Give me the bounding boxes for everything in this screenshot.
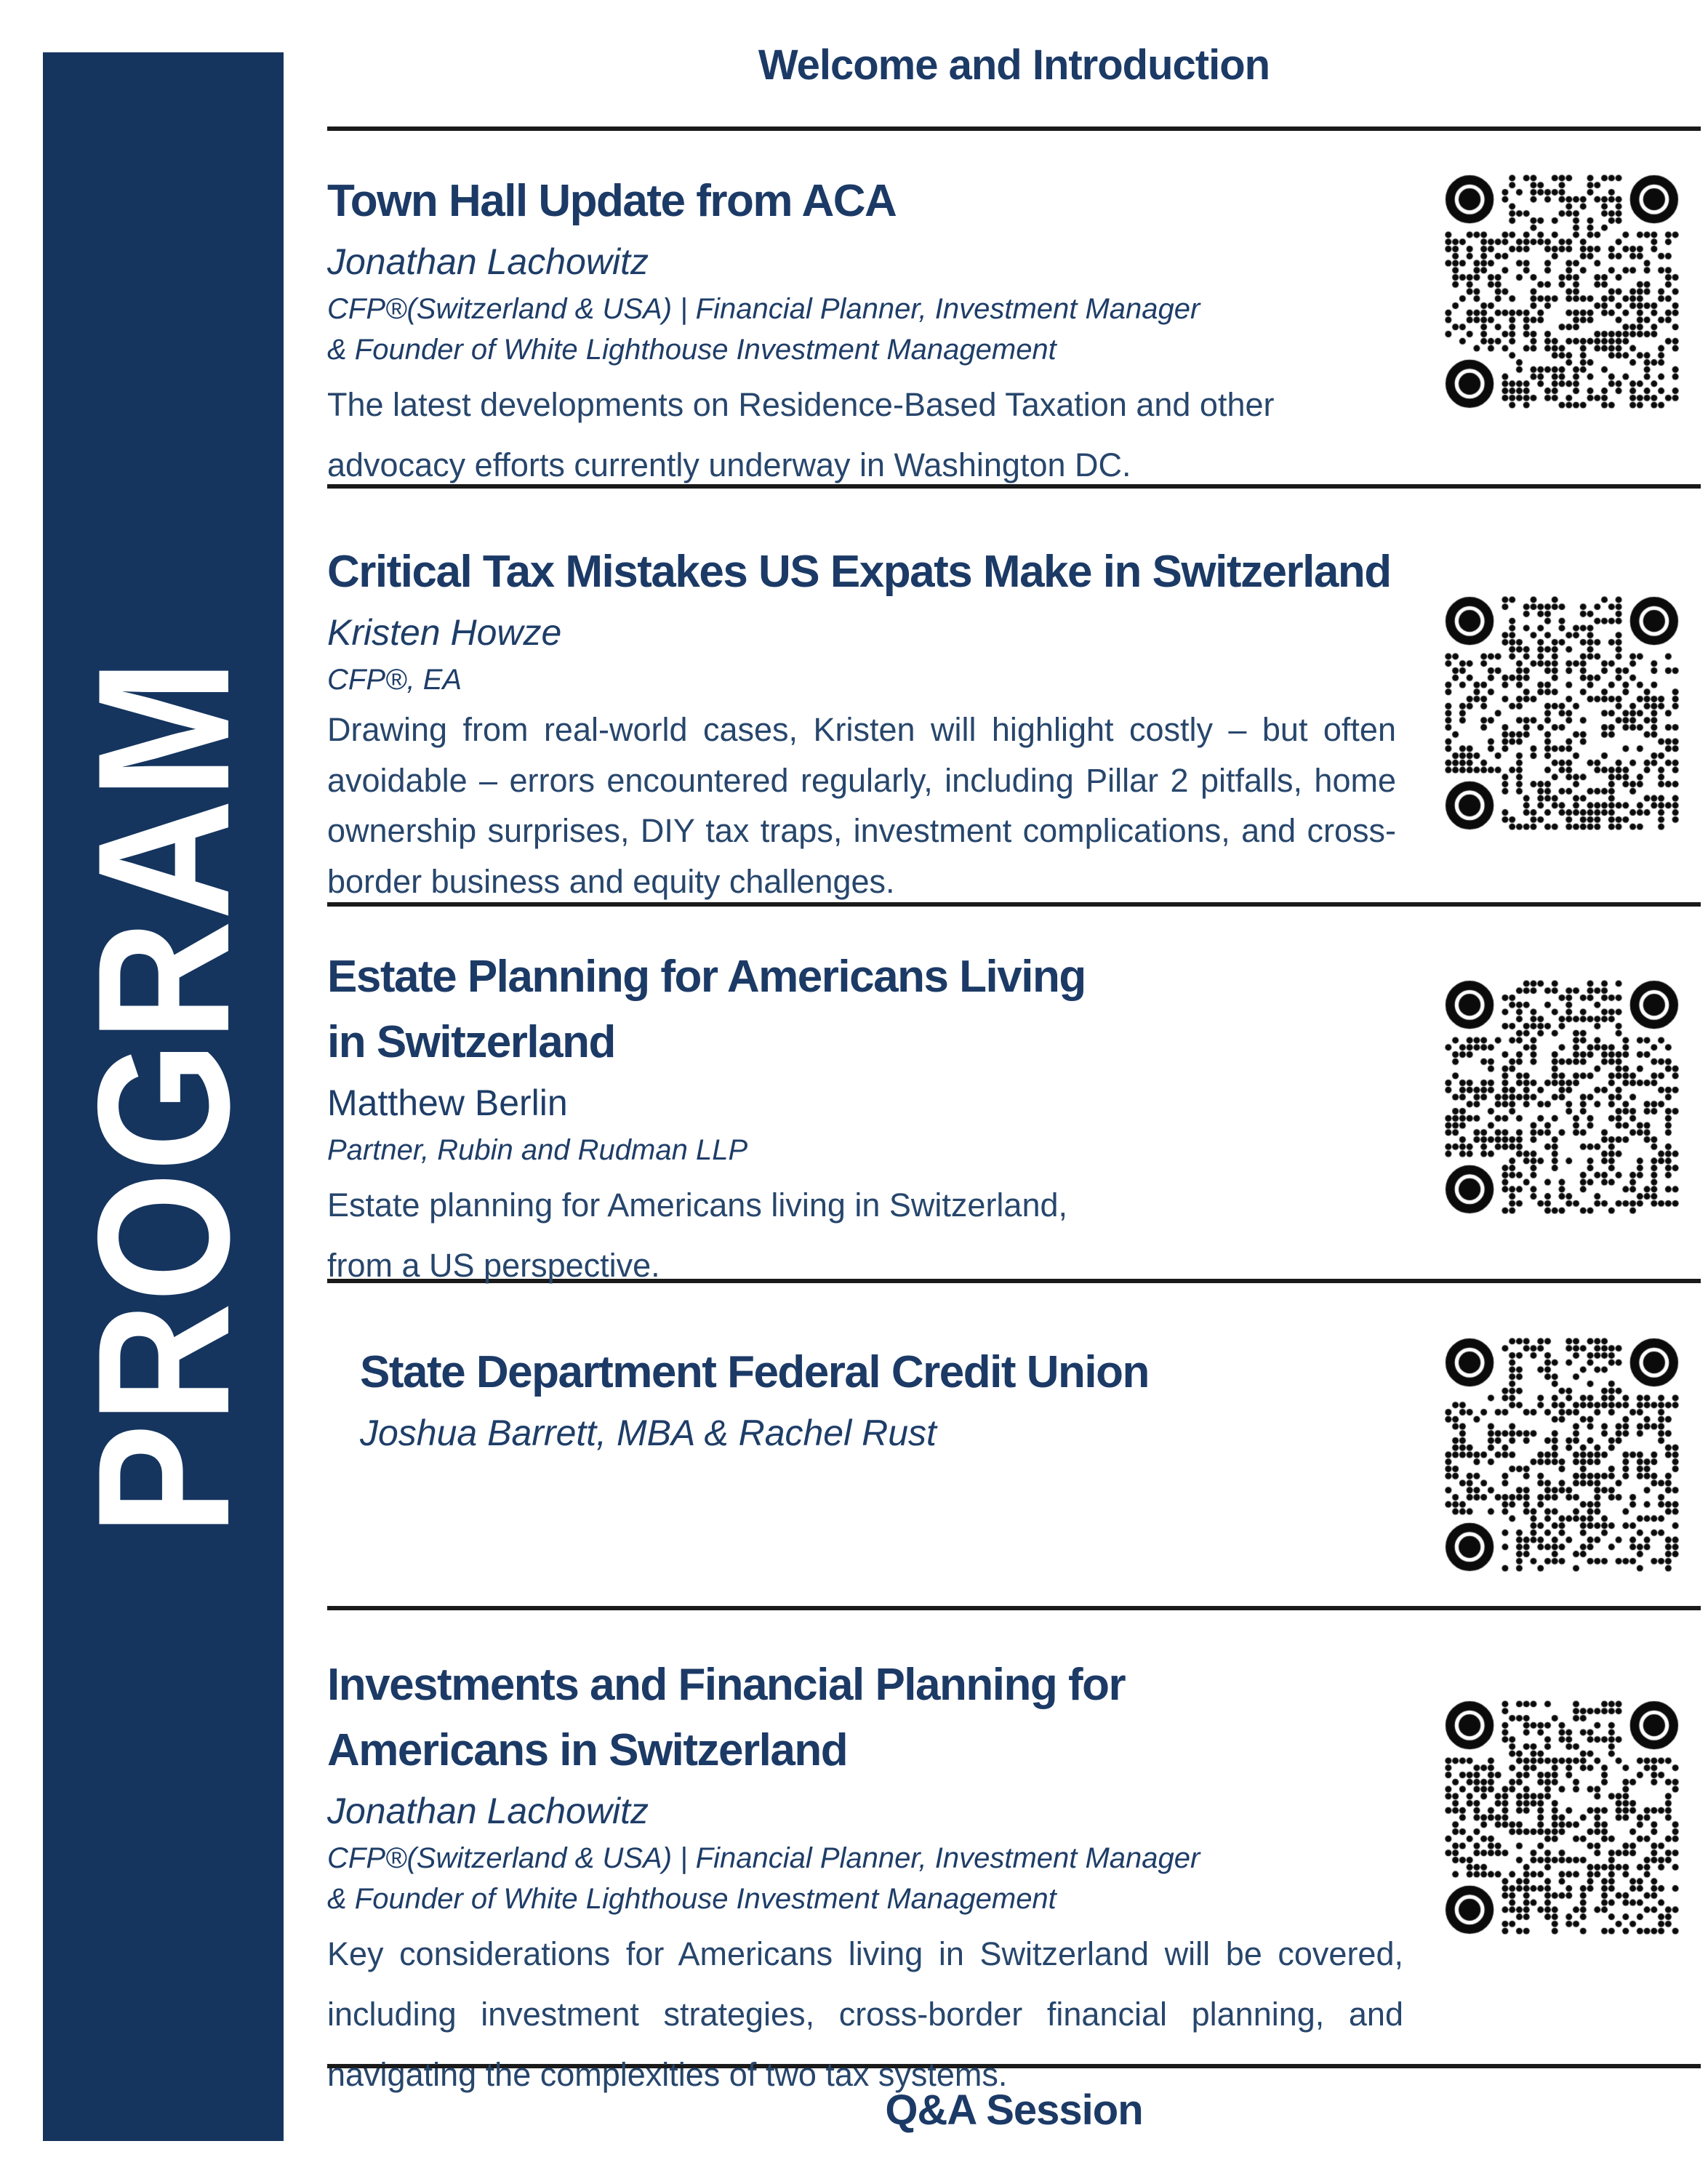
- session-title-line: Town Hall Update from ACA: [327, 176, 897, 226]
- session-description: Key considerations for Americans living in Switzerland will be covered, including investment strategies, cross-border financial planning, and navigating the complexities of two tax systems.: [327, 1935, 1403, 2094]
- session-title-line: Investments and Financial Planning for: [327, 1660, 1126, 1710]
- credential-line: CFP®, EA: [327, 663, 462, 696]
- session-title-line: Critical Tax Mistakes US Expats Make in Switzerland: [327, 547, 1391, 597]
- session-critical-tax-mistakes: [327, 489, 1701, 907]
- credential-line: & Founder of White Lighthouse Investment Management: [327, 1882, 1057, 1915]
- page-header-title: Welcome and Introduction: [758, 41, 1270, 89]
- session-title-line: in Switzerland: [327, 1016, 615, 1067]
- credential-line: & Founder of White Lighthouse Investment Management: [327, 333, 1057, 366]
- credential-line: CFP®(Switzerland & USA) | Financial Planner, Investment Manager: [327, 292, 1200, 325]
- speaker-name: Joshua Barrett, MBA & Rachel Rust: [360, 1412, 937, 1453]
- speaker-name: Jonathan Lachowitz: [327, 1790, 649, 1831]
- speaker-name: Kristen Howze: [327, 611, 562, 653]
- program-vertical-label: PROGRAM: [57, 658, 268, 1535]
- session-title-line: Americans in Switzerland: [327, 1724, 848, 1775]
- speaker-name: Jonathan Lachowitz: [327, 241, 649, 282]
- session-title-line: State Department Federal Credit Union: [360, 1347, 1149, 1397]
- qr-code: [1445, 1700, 1679, 1935]
- page-header: [327, 0, 1701, 131]
- qr-code: [1445, 596, 1679, 830]
- session-state-department-fcu: [327, 1283, 1701, 1610]
- session-title-line: Estate Planning for Americans Living: [327, 952, 1086, 1002]
- program-sidebar: [43, 52, 284, 2141]
- session-investments-financial-planning: [327, 1610, 1701, 2094]
- session-estate-planning: [327, 907, 1701, 1283]
- content-column: [327, 0, 1701, 2173]
- page-footer-title: Q&A Session: [885, 2086, 1143, 2134]
- session-description: Estate planning for Americans living in Switzerland, from a US perspective.: [327, 1186, 1068, 1285]
- session-description: The latest developments on Residence-Based Taxation and other advocacy efforts currently underway in Washington DC.: [327, 385, 1275, 484]
- speaker-name: Matthew Berlin: [327, 1082, 568, 1123]
- session-title: [327, 539, 1701, 605]
- qr-code: [1445, 1338, 1679, 1572]
- credential-line: Partner, Rubin and Rudman LLP: [327, 1133, 748, 1166]
- qr-code: [1445, 980, 1679, 1214]
- qr-code: [1445, 174, 1679, 409]
- credential-line: CFP®(Switzerland & USA) | Financial Planner, Investment Manager: [327, 1841, 1200, 1874]
- session-town-hall-update: [327, 131, 1701, 489]
- session-description: Drawing from real-world cases, Kristen will highlight costly – but often avoidable – errors encountered regularly, including Pillar 2 pitfalls, home ownership surprises, DIY tax traps, investment complications, and cross-border business and equity challenges.: [327, 710, 1396, 901]
